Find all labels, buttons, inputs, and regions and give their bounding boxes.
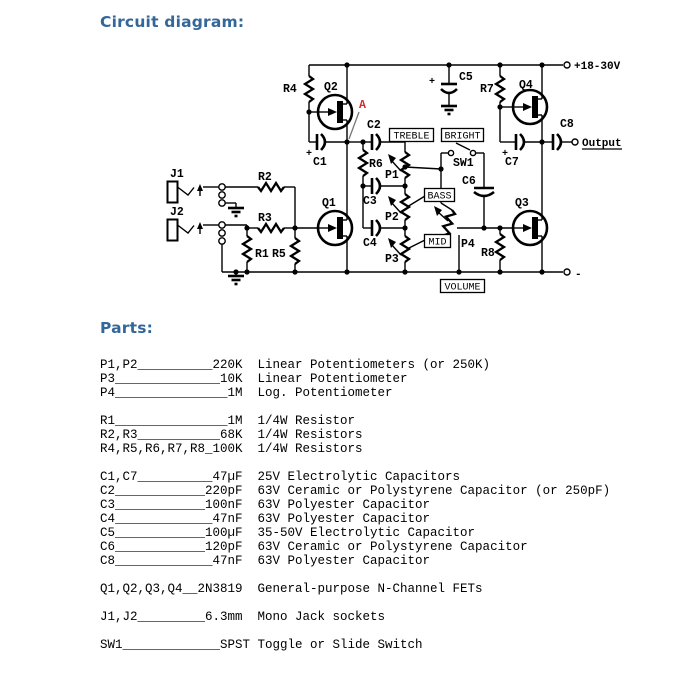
circuit-schematic xyxy=(0,0,699,320)
ground-symbol-j1 xyxy=(228,203,244,216)
parts-line: C3____________100nF 63V Polyester Capacitor xyxy=(100,498,431,512)
cap-c8 xyxy=(542,118,574,150)
label-c7: C7 xyxy=(505,156,519,169)
parts-line: C8_____________47nF 63V Polyester Capacitor xyxy=(100,554,431,568)
parts-line: C5____________100µF 35-50V Electrolytic Capacitor xyxy=(100,526,476,540)
minus-label: - xyxy=(575,269,582,281)
parts-heading: Parts: xyxy=(100,319,154,337)
ground-symbol-c5 xyxy=(441,106,457,114)
label-sw1: SW1 xyxy=(453,157,474,170)
pot-p1 xyxy=(385,152,441,194)
cap-c7 xyxy=(500,134,542,169)
label-bright: BRIGHT xyxy=(444,131,481,143)
label-q1: Q1 xyxy=(322,197,336,210)
wiper-arrow-icon xyxy=(388,154,396,164)
circuit-diagram-heading: Circuit diagram: xyxy=(100,13,245,31)
supply-terminal-positive xyxy=(564,61,621,73)
parts-line xyxy=(100,596,610,610)
label-bass: BASS xyxy=(427,191,452,203)
polarity-plus-c5: + xyxy=(429,77,436,88)
fet-q4 xyxy=(513,65,547,142)
parts-line xyxy=(100,456,610,470)
label-p1: P1 xyxy=(385,169,399,182)
switch-sw1 xyxy=(441,143,484,170)
parts-line xyxy=(100,568,610,582)
wiper-arrow-icon xyxy=(388,196,396,206)
label-c6: C6 xyxy=(462,175,476,188)
label-q4: Q4 xyxy=(519,79,533,92)
parts-line: J1,J2_________6.3mm Mono Jack sockets xyxy=(100,610,386,624)
plug-tip-arrow-icon xyxy=(197,184,203,191)
output-terminal xyxy=(572,138,622,150)
parts-line: R1_______________1M 1/4W Resistor xyxy=(100,414,356,428)
supply-label: +18-30V xyxy=(574,61,621,73)
fet-q2 xyxy=(318,65,352,142)
label-r1: R1 xyxy=(255,248,269,261)
box-bass xyxy=(425,189,455,203)
parts-line xyxy=(100,624,610,638)
gate-arrow-icon xyxy=(328,108,337,116)
label-c2: C2 xyxy=(367,119,381,132)
gate-arrow-icon xyxy=(523,224,532,232)
label-r3: R3 xyxy=(258,212,272,225)
label-q2: Q2 xyxy=(324,81,338,94)
polarity-plus-c1: + xyxy=(306,149,313,160)
label-p4: P4 xyxy=(461,238,475,251)
resistor-r3 xyxy=(247,212,318,232)
box-bright xyxy=(442,129,484,143)
parts-line: P1,P2__________220K Linear Potentiometers (or 250K) xyxy=(100,358,491,372)
resistor-r1 xyxy=(243,228,269,272)
parts-line: Q1,Q2,Q3,Q4__2N3819 General-purpose N-Channel FETs xyxy=(100,582,483,596)
label-c3: C3 xyxy=(363,195,377,208)
parts-line: SW1_____________SPST Toggle or Slide Switch xyxy=(100,638,423,652)
cap-c3 xyxy=(363,178,405,208)
resistor-r5 xyxy=(272,228,299,272)
label-mid: MID xyxy=(428,237,447,249)
label-c8: C8 xyxy=(560,118,574,131)
parts-line: C2____________220pF 63V Ceramic or Polystyrene Capacitor (or 250pF) xyxy=(100,484,611,498)
label-j2: J2 xyxy=(170,206,184,219)
pot-p3 xyxy=(385,236,425,272)
polarity-plus-c7: + xyxy=(502,149,509,160)
parts-line: C6____________120pF 63V Ceramic or Polystyrene Capacitor xyxy=(100,540,528,554)
parts-line: P4_______________1M Log. Potentiometer xyxy=(100,386,393,400)
label-r5: R5 xyxy=(272,248,286,261)
label-volume: VOLUME xyxy=(444,282,481,294)
parts-line: R2,R3___________68K 1/4W Resistors xyxy=(100,428,363,442)
cap-c1 xyxy=(306,134,347,169)
gate-arrow-icon xyxy=(328,224,337,232)
box-treble xyxy=(390,129,434,143)
label-q3: Q3 xyxy=(515,197,529,210)
label-r4: R4 xyxy=(283,83,297,96)
label-treble: TREBLE xyxy=(393,131,430,143)
cap-c5 xyxy=(429,65,473,106)
parts-list xyxy=(100,358,610,652)
label-r8: R8 xyxy=(481,247,495,260)
parts-line: C1,C7__________47µF 25V Electrolytic Capacitors xyxy=(100,470,461,484)
output-label: Output xyxy=(582,138,622,150)
label-node-a: A xyxy=(359,99,366,112)
supply-terminal-negative xyxy=(564,269,582,281)
label-r7: R7 xyxy=(480,83,494,96)
label-c5: C5 xyxy=(459,71,473,84)
parts-line: C4_____________47nF 63V Polyester Capacitor xyxy=(100,512,431,526)
label-r2: R2 xyxy=(258,171,272,184)
resistor-r4 xyxy=(283,65,318,142)
label-p2: P2 xyxy=(385,211,399,224)
resistor-r7 xyxy=(480,65,513,142)
resistor-r8 xyxy=(481,228,504,272)
box-mid xyxy=(425,235,451,249)
box-volume xyxy=(441,280,485,294)
cap-c4 xyxy=(363,220,405,250)
parts-line: P3______________10K Linear Potentiometer xyxy=(100,372,408,386)
label-r6: R6 xyxy=(369,158,383,171)
label-p3: P3 xyxy=(385,253,399,266)
plug-tip-arrow-icon xyxy=(197,222,203,229)
wiper-arrow-icon xyxy=(388,238,396,248)
parts-line: R4,R5,R6,R7,R8_100K 1/4W Resistors xyxy=(100,442,363,456)
label-c4: C4 xyxy=(363,237,377,250)
label-c1: C1 xyxy=(313,156,327,169)
parts-line xyxy=(100,400,610,414)
label-j1: J1 xyxy=(170,168,184,181)
gate-arrow-icon xyxy=(523,103,532,111)
